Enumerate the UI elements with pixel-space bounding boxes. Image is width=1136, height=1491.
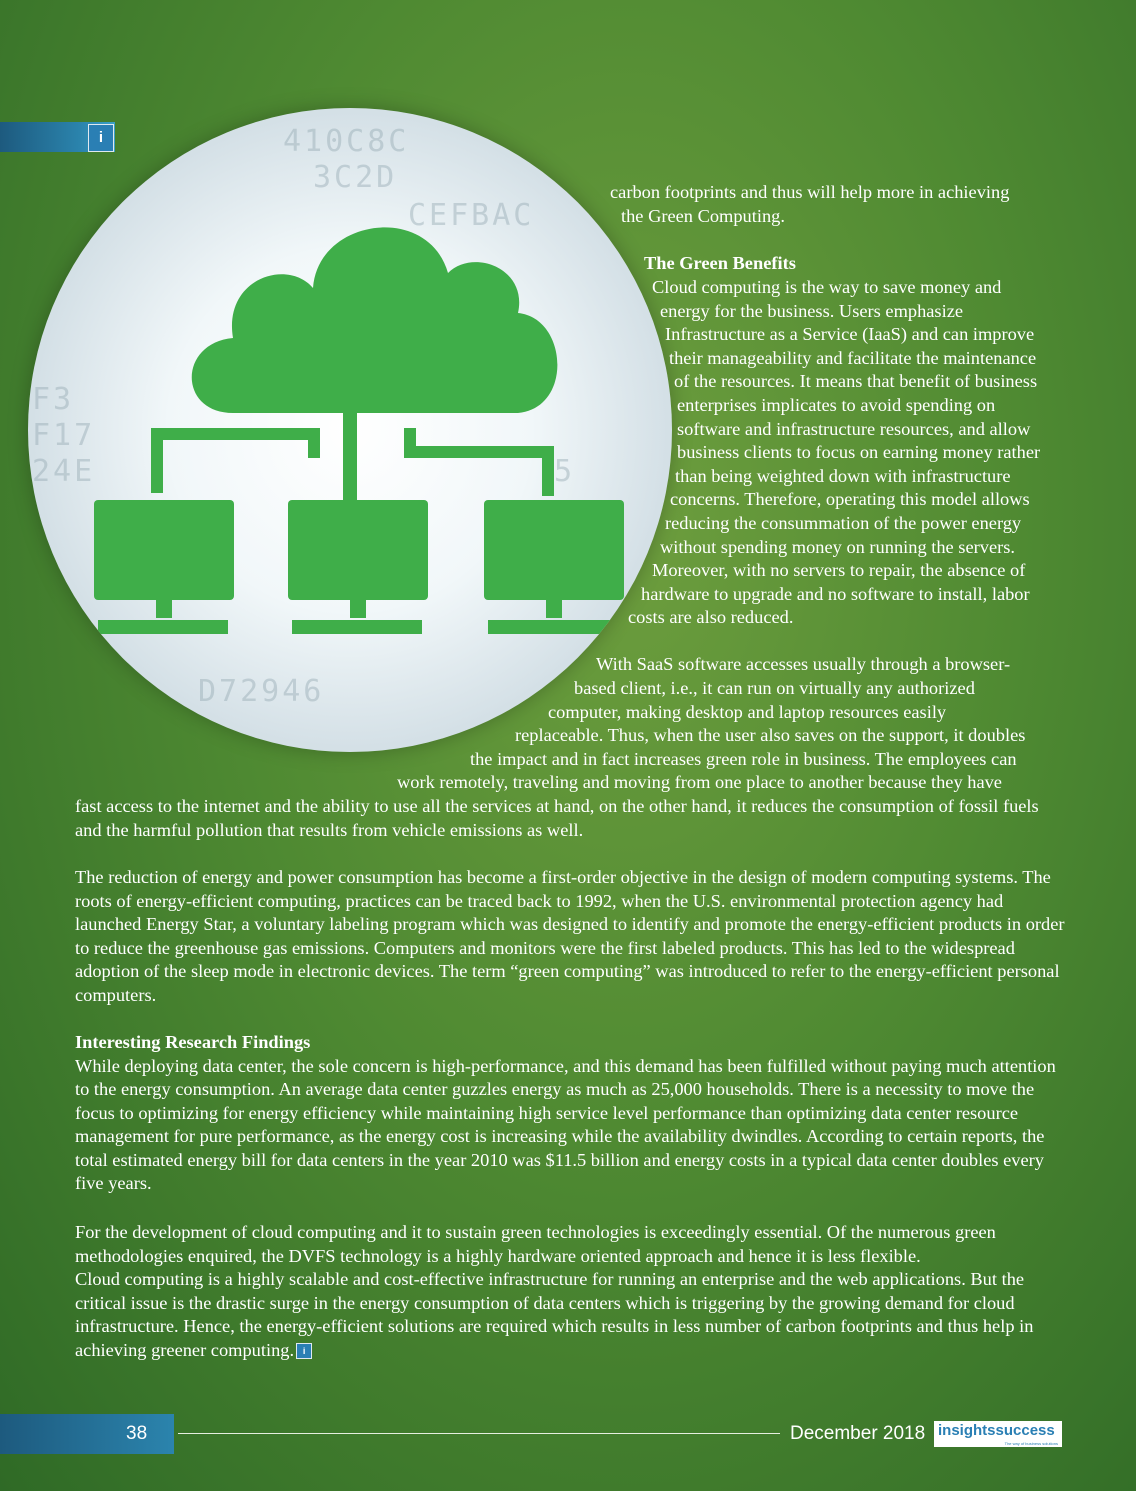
hex-text: D72946 bbox=[198, 674, 325, 709]
hex-text: 5 bbox=[554, 454, 576, 489]
paragraph: The reduction of energy and power consumption has become a first-order objective in the design of modern computing systems. The roots of energy-efficient computing, practices can be traced back to 1992, when the U.S. environmental protection agency had launched Energy Star, a voluntary labeling program which was designed to identify and promote the energy-efficient products in order to reduce the greenhouse gas emissions. Computers and monitors were the first labeled products. This has led to the widespread adoption of the sleep mode in electronic devices. The term “green computing” was introduced to refer to the energy-efficient personal computers. bbox=[75, 867, 1065, 1005]
cloud-network-illustration bbox=[28, 108, 672, 752]
column-text-line: Moreover, with no servers to repair, the absence of bbox=[652, 560, 1026, 580]
column-text-line: replaceable. Thus, when the user also saves on the support, it doubles bbox=[515, 725, 1026, 745]
top-magazine-logo-icon: i bbox=[88, 124, 114, 152]
brand-name: insightssuccess bbox=[938, 1422, 1055, 1439]
column-text-line: without spending money on running the servers. bbox=[660, 537, 1015, 557]
cloud-network-icon bbox=[28, 108, 672, 752]
energy-reduction-paragraph bbox=[75, 866, 1065, 1007]
hex-text: 410C8C bbox=[283, 124, 410, 159]
column-text-line: With SaaS software accesses usually through a browser- bbox=[596, 654, 1011, 674]
column-text-line: work remotely, traveling and moving from one place to another because they have bbox=[397, 772, 1002, 792]
hex-text: 3C2D bbox=[313, 160, 398, 195]
saas-paragraph-continuation bbox=[75, 795, 1065, 842]
hex-text: F3 bbox=[32, 382, 75, 417]
column-text-line: reducing the consummation of the power energy bbox=[665, 513, 1022, 533]
column-text-line: costs are also reduced. bbox=[628, 607, 794, 627]
page-number: 38 bbox=[126, 1423, 148, 1444]
footer-divider bbox=[178, 1433, 780, 1434]
hex-text: CEFBAC bbox=[408, 198, 535, 233]
column-text-line: Cloud computing is the way to save money and bbox=[652, 277, 1002, 297]
issue-date: December 2018 bbox=[790, 1423, 926, 1444]
closing-section bbox=[75, 1221, 1065, 1362]
footer-page-tab bbox=[0, 1414, 174, 1454]
column-text-line: computer, making desktop and laptop resources easily bbox=[548, 702, 947, 722]
column-text-line: carbon footprints and thus will help more in achieving bbox=[610, 182, 1010, 202]
brand-tagline: The way of business solutions bbox=[1004, 1441, 1058, 1446]
column-text-line: hardware to upgrade and no software to install, labor bbox=[641, 584, 1030, 604]
paragraph bbox=[75, 1268, 1065, 1362]
paragraph: While deploying data center, the sole concern is high-performance, and this demand has been fulfilled without paying much attention to the energy consumption. An average data center guzzles energy as much as 25,000 households. There is a necessity to move the focus to optimizing for energy efficiency while maintaining high service level performance than optimizing data center resource management for pure performance, as the energy cost is increasing while the availability dwindles. According to certain reports, the total estimated energy bill for data centers in the year 2010 was $11.5 billion and energy costs in a typical data center doubles every five years. bbox=[75, 1055, 1056, 1193]
column-text-line: business clients to focus on earning money rather bbox=[677, 442, 1041, 462]
column-text-line: of the resources. It means that benefit of business bbox=[674, 371, 1038, 391]
column-text-line: concerns. Therefore, operating this model allows bbox=[670, 489, 1030, 509]
column-text-line: their manageability and facilitate the maintenance bbox=[669, 348, 1037, 368]
brand-logo bbox=[934, 1421, 1062, 1447]
end-mark-logo-icon: i bbox=[296, 1343, 312, 1359]
paragraph-text: Cloud computing is a highly scalable and cost-effective infrastructure for running an enterprise and the web applications. But the critical issue is the drastic surge in the energy consumption of data centers which is triggering by the growing demand for cloud infrastructure. Hence, the energy-efficient solutions are required which results in less number of carbon footprints and thus help in achieving greener computing. bbox=[75, 1269, 1034, 1360]
column-text-line: Infrastructure as a Service (IaaS) and can improve bbox=[665, 324, 1035, 344]
column-text-line: software and infrastructure resources, and allow bbox=[677, 419, 1031, 439]
hex-text: 24E bbox=[32, 454, 96, 489]
column-text-line: enterprises implicates to avoid spending on bbox=[677, 395, 996, 415]
column-text-line: than being weighted down with infrastructure bbox=[675, 466, 1011, 486]
hex-text: F17 bbox=[32, 418, 96, 453]
section-heading-research: Interesting Research Findings bbox=[75, 1032, 311, 1052]
paragraph: For the development of cloud computing and it to sustain green technologies is exceedingly essential. Of the numerous green methodologies enquired, the DVFS technology is a highly hardware oriented approach and hence it is less flexible. bbox=[75, 1222, 996, 1266]
paragraph: fast access to the internet and the ability to use all the services at hand, on the other hand, it reduces the consumption of fossil fuels and the harmful pollution that results from vehicle emissions as well. bbox=[75, 796, 1039, 840]
column-text-line: energy for the business. Users emphasize bbox=[660, 301, 964, 321]
section-heading-green-benefits: The Green Benefits bbox=[644, 253, 796, 273]
column-text-line: based client, i.e., it can run on virtually any authorized bbox=[574, 678, 975, 698]
research-section bbox=[75, 1031, 1065, 1196]
column-text-line: the Green Computing. bbox=[621, 206, 785, 226]
column-text-line: the impact and in fact increases green role in business. The employees can bbox=[470, 749, 1017, 769]
